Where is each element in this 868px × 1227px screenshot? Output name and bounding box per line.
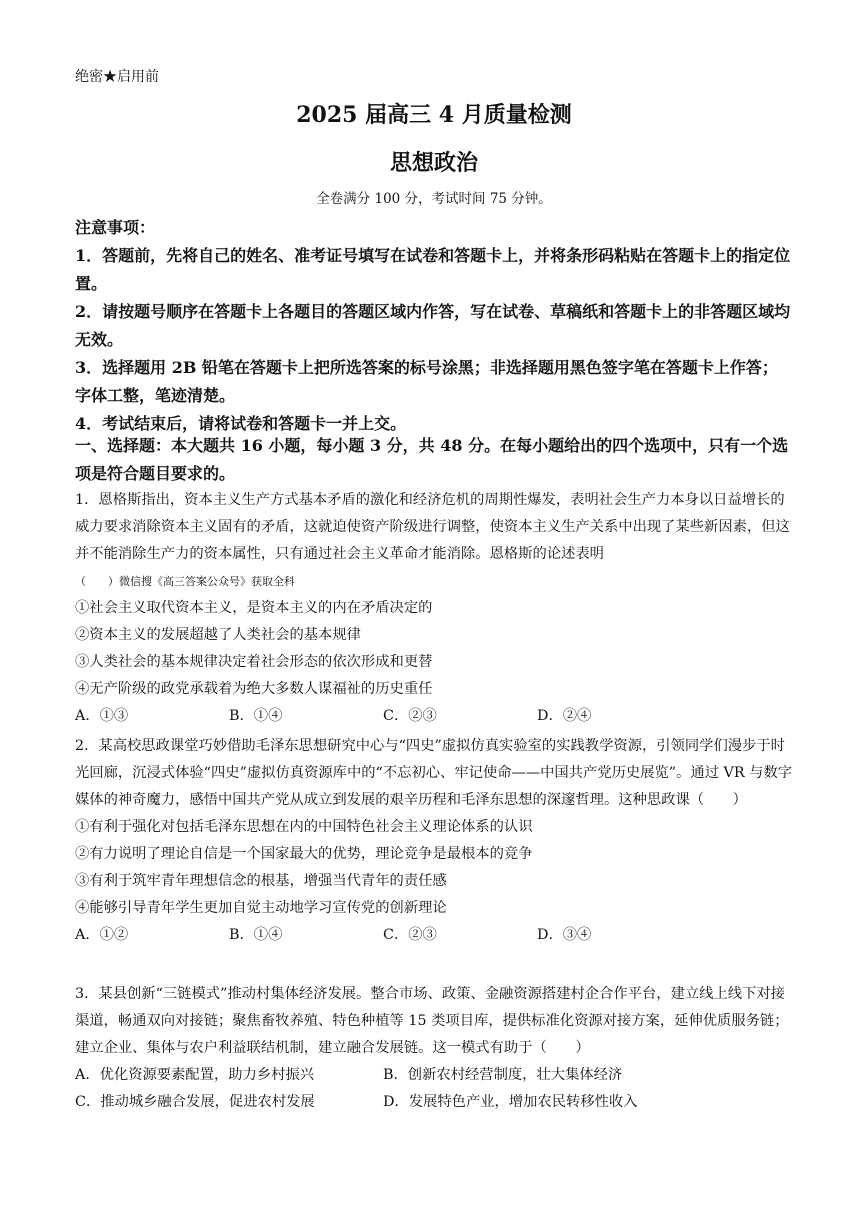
section-heading: 一、选择题：本大题共 16 小题，每小题 3 分，共 48 分。在每小题给出的四个选项中，只有一个选项是符合题目要求的。 [75,436,789,483]
option-b: B．①④ [229,708,283,724]
subject-title: 思想政治 [389,150,478,176]
answer-options [75,1089,795,1116]
answer-paren: （ ） [75,575,119,588]
choice-statement: ④能够引导青年学生更加自觉主动地学习宣传党的创新理论 [75,900,447,916]
choice-statement: ②资本主义的发展超越了人类社会的基本规律 [75,627,361,643]
option-c: C．推动城乡融合发展，促进农村发展 [75,1094,315,1110]
choice-statement: ④无产阶级的政党承载着为绝大多数人谋福祉的历史重任 [75,681,433,697]
option-a: A．①② [75,927,129,943]
exam-title: 2025 届高三 4 月质量检测 [296,102,572,128]
question-3 [75,981,795,1116]
answer-options [75,703,795,730]
choice-statement: ①社会主义取代资本主义，是资本主义的内在矛盾决定的 [75,600,433,616]
note-item: 4．考试结束后，请将试卷和答题卡一并上交。 [75,414,407,433]
watermark-note: 微信搜《高三答案公众号》获取全科 [119,575,295,588]
question-2 [75,733,795,949]
question-stem: 3．某县创新“三链模式”推动村集体经济发展。整合市场、政策、金融资源搭建村企合作平台，建立线上线下对接渠道，畅通双向对接链；聚焦畜牧养殖、特色种植等 15 类项目库，提供标准化资源对接方案，延伸优质服务链；建立企业、集体与农户利益联结机制，建立融合发展链。这一模式有助于（ ） [75,986,789,1056]
question-stem: 2．某高校思政课堂巧妙借助毛泽东思想研究中心与“四史”虚拟仿真实验室的实践教学资源，引领同学们漫步于时光回廊，沉浸式体验“四史”虚拟仿真资源库中的“不忘初心、牢记使命——中国共产党历史展览”。通过 VR 与数字媒体的神奇魔力，感悟中国共产党从成立到发展的艰辛历程和毛泽东思想的深邃哲理。这种思政课（ ） [75,738,793,808]
option-b: B．①④ [229,927,283,943]
note-item: 2．请按题号顺序在答题卡上各题目的答题区域内作答，写在试卷、草稿纸和答题卡上的非答题区域均无效。 [75,302,791,349]
option-d: D．③④ [537,927,592,943]
question-1 [75,487,795,730]
option-d: D．发展特色产业，增加农民转移性收入 [383,1094,638,1110]
score-time-line: 全卷满分 100 分，考试时间 75 分钟。 [316,191,552,207]
question-stem: 1．恩格斯指出，资本主义生产方式基本矛盾的激化和经济危机的周期性爆发，表明社会生产力本身以日益增长的威力要求消除资本主义固有的矛盾，这就迫使资产阶级进行调整，使资本主义生产关系中出现了某些新因素，但这并不能消除生产力的资本属性，只有通过社会主义革命才能消除。恩格斯的论述表明 [75,492,790,562]
choice-statement: ③人类社会的基本规律决定着社会形态的依次形成和更替 [75,654,433,670]
note-item: 3．选择题用 2B 铅笔在答题卡上把所选答案的标号涂黑；非选择题用黑色签字笔在答题卡上作答；字体工整，笔迹清楚。 [75,358,778,405]
option-c: C．②③ [383,708,437,724]
choice-statement: ③有利于筑牢青年理想信念的根基，增强当代青年的责任感 [75,873,447,889]
option-b: B．创新农村经营制度，壮大集体经济 [383,1067,623,1083]
choice-statement: ①有利于强化对包括毛泽东思想在内的中国特色社会主义理论体系的认识 [75,819,533,835]
option-c: C．②③ [383,927,437,943]
confidential-label: 绝密★启用前 [75,69,159,85]
option-a: A．①③ [75,708,129,724]
notes-heading: 注意事项： [75,218,156,237]
answer-options [75,922,795,949]
answer-options [75,1062,795,1089]
notes-section [75,214,793,438]
choice-statement: ②有力说明了理论自信是一个国家最大的优势，理论竞争是最根本的竞争 [75,846,533,862]
option-a: A．优化资源要素配置，助力乡村振兴 [75,1067,315,1083]
option-d: D．②④ [537,708,592,724]
note-item: 1．答题前，先将自己的姓名、准考证号填写在试卷和答题卡上，并将条形码粘贴在答题卡上的指定位置。 [75,246,791,293]
